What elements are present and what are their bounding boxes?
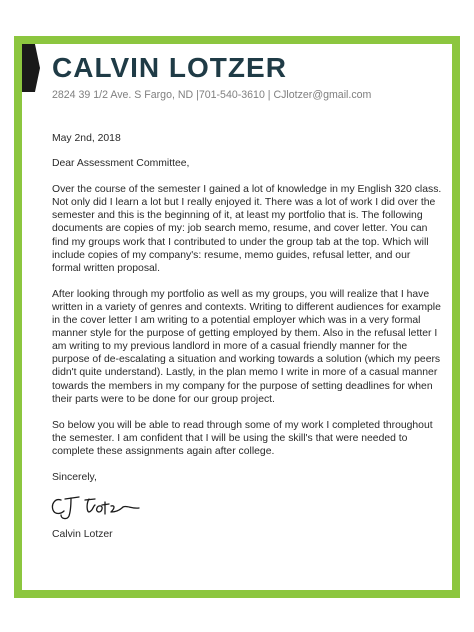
contact-separator: |	[264, 89, 274, 101]
letter-closing: Sincerely,	[52, 471, 97, 483]
letter-paragraph: Over the course of the semester I gained a lot of knowledge in my English 320 class. Not only did I learn a lot but I really enjoyed it. There was a lot of work I did over the semester and this is the beginning of it, at least my portfolio that is. The following documents are copies of my: job search memo, resume, and cover letter. You can find my groups work that I contributed to under the group tab at the top. Which will include copies of my company's: resume, memo guides, refusal letter, and our formal written proposal.	[52, 184, 442, 274]
letter-body	[52, 132, 442, 541]
handwritten-signature	[49, 492, 149, 522]
letter-paragraph: After looking through my portfolio as well as my groups, you will realize that I have written in a variety of genres and contexts. Writing to different audiences for example in the cover letter I am writing to a potential employer which was in a very formal manner style for the purpose of getting employed by them. Also in the refusal letter I am writing to my previous landlord in more of a casual friendly manner for the purpose of de-escalating a situation and working towards a solution (which my peers didn't quite understand). Lastly, in the plan memo I write in more of a casual manner towards the members in my company for the purpose of setting deadlines for when their parts were to be done for our group project.	[52, 288, 441, 405]
letter-paragraph: So below you will be able to read through some of my work I completed throughout the semester. I am confident that I will be using the skill's that were needed to complete these assignments again after college.	[52, 419, 433, 457]
letterhead-contact	[52, 89, 371, 101]
contact-email: CJlotzer@gmail.com	[273, 89, 372, 101]
letter-salutation: Dear Assessment Committee,	[52, 158, 190, 170]
contact-phone: 701-540-3610	[198, 89, 265, 101]
letter-date: May 2nd, 2018	[52, 133, 121, 144]
contact-address: 2824 39 1/2 Ave. S Fargo, ND	[52, 89, 194, 101]
letterhead-name: CALVIN LOTZER	[52, 52, 287, 83]
contact-separator: |	[193, 89, 199, 101]
letter-signer-name: Calvin Lotzer	[52, 529, 113, 541]
